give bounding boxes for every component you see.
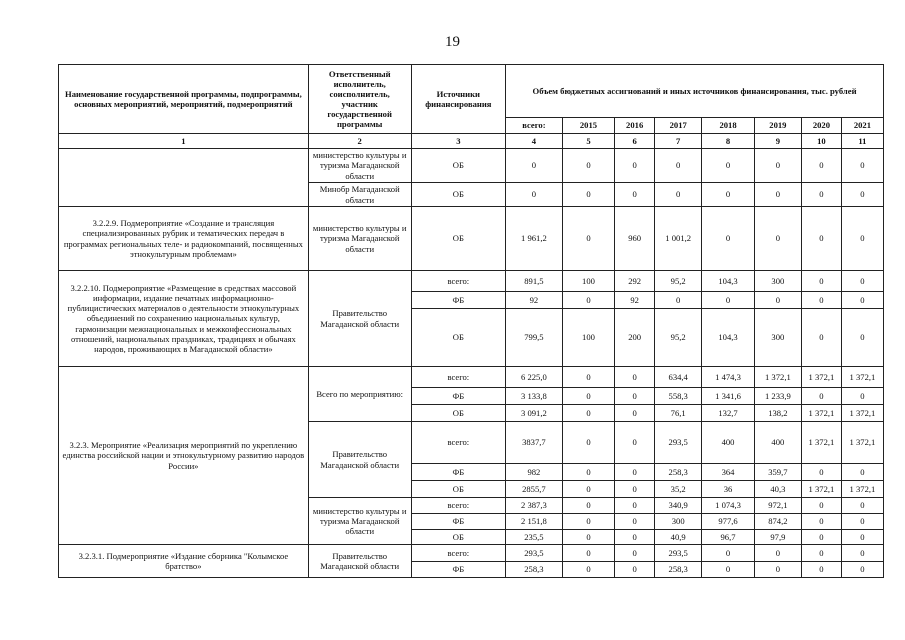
col-number: 9 — [754, 134, 801, 149]
value-cell: 0 — [702, 207, 754, 271]
col-number: 8 — [702, 134, 754, 149]
value-cell: 0 — [801, 545, 841, 562]
header-name: Наименование государственной программы, подпрограммы, основных мероприятий, мероприятий, подмероприятий — [59, 65, 309, 134]
value-cell: 0 — [841, 149, 883, 183]
value-cell: 132,7 — [702, 405, 754, 422]
header-year: 2021 — [841, 118, 883, 134]
value-cell: 6 225,0 — [506, 367, 563, 388]
value-cell: 2 387,3 — [506, 498, 563, 514]
value-cell: 0 — [801, 562, 841, 578]
value-cell: 0 — [562, 498, 614, 514]
value-cell: 0 — [841, 514, 883, 530]
value-cell: 0 — [615, 183, 655, 207]
value-cell: 0 — [801, 464, 841, 481]
value-cell: 258,3 — [506, 562, 563, 578]
value-cell: 0 — [562, 183, 614, 207]
value-cell: 3 133,8 — [506, 388, 563, 405]
value-cell: 960 — [615, 207, 655, 271]
value-cell: 0 — [562, 207, 614, 271]
value-cell: 0 — [754, 562, 801, 578]
value-cell: 104,3 — [702, 271, 754, 292]
value-cell: 0 — [615, 464, 655, 481]
budget-table — [58, 64, 884, 578]
value-cell: 0 — [754, 545, 801, 562]
value-cell: 3837,7 — [506, 422, 563, 464]
value-cell: 0 — [702, 292, 754, 309]
col-number: 7 — [655, 134, 702, 149]
source-cell: ФБ — [411, 514, 505, 530]
value-cell: 0 — [754, 149, 801, 183]
table-row — [59, 149, 884, 183]
value-cell: 0 — [615, 422, 655, 464]
value-cell: 95,2 — [655, 309, 702, 367]
item-name: 3.2.3.1. Подмероприятие «Издание сборника "Колымское братство» — [59, 545, 309, 578]
value-cell: 0 — [841, 388, 883, 405]
value-cell: 0 — [562, 562, 614, 578]
value-cell: 100 — [562, 309, 614, 367]
value-cell: 104,3 — [702, 309, 754, 367]
value-cell: 0 — [615, 530, 655, 545]
col-number: 1 — [59, 134, 309, 149]
value-cell: 293,5 — [506, 545, 563, 562]
value-cell: 0 — [615, 388, 655, 405]
value-cell: 0 — [615, 498, 655, 514]
source-cell: ОБ — [411, 183, 505, 207]
header-year: 2019 — [754, 118, 801, 134]
value-cell: 36 — [702, 481, 754, 498]
value-cell: 138,2 — [754, 405, 801, 422]
source-cell: ОБ — [411, 530, 505, 545]
value-cell: 2 151,8 — [506, 514, 563, 530]
value-cell: 1 372,1 — [841, 481, 883, 498]
value-cell: 0 — [506, 149, 563, 183]
value-cell: 292 — [615, 271, 655, 292]
value-cell: 0 — [655, 183, 702, 207]
col-number: 11 — [841, 134, 883, 149]
value-cell: 0 — [615, 545, 655, 562]
value-cell: 1 372,1 — [841, 405, 883, 422]
value-cell: 799,5 — [506, 309, 563, 367]
value-cell: 359,7 — [754, 464, 801, 481]
value-cell: 235,5 — [506, 530, 563, 545]
value-cell: 0 — [562, 367, 614, 388]
source-cell: ОБ — [411, 207, 505, 271]
value-cell: 0 — [615, 562, 655, 578]
value-cell: 0 — [562, 481, 614, 498]
value-cell: 400 — [754, 422, 801, 464]
value-cell: 97,9 — [754, 530, 801, 545]
value-cell: 258,3 — [655, 562, 702, 578]
value-cell: 100 — [562, 271, 614, 292]
value-cell: 874,2 — [754, 514, 801, 530]
value-cell: 0 — [841, 562, 883, 578]
source-cell: всего: — [411, 367, 505, 388]
value-cell: 0 — [841, 464, 883, 481]
responsible-cell: Минобр Магаданской области — [308, 183, 411, 207]
value-cell: 3 091,2 — [506, 405, 563, 422]
value-cell: 0 — [562, 514, 614, 530]
value-cell: 0 — [841, 545, 883, 562]
value-cell: 0 — [562, 545, 614, 562]
col-number: 3 — [411, 134, 505, 149]
value-cell: 0 — [615, 149, 655, 183]
value-cell: 40,9 — [655, 530, 702, 545]
value-cell: 0 — [801, 309, 841, 367]
value-cell: 0 — [562, 388, 614, 405]
value-cell: 0 — [801, 271, 841, 292]
table-row — [59, 271, 884, 292]
value-cell: 0 — [801, 149, 841, 183]
header-year: всего: — [506, 118, 563, 134]
value-cell: 0 — [801, 530, 841, 545]
col-number: 2 — [308, 134, 411, 149]
value-cell: 0 — [562, 422, 614, 464]
source-cell: всего: — [411, 545, 505, 562]
value-cell: 0 — [655, 149, 702, 183]
table-row — [59, 367, 884, 388]
value-cell: 1 372,1 — [801, 422, 841, 464]
value-cell: 977,6 — [702, 514, 754, 530]
source-cell: ОБ — [411, 149, 505, 183]
source-cell: ФБ — [411, 292, 505, 309]
header-volume: Объем бюджетных ассигнований и иных источников финансирования, тыс. рублей — [506, 65, 884, 118]
value-cell: 0 — [655, 292, 702, 309]
header-year: 2015 — [562, 118, 614, 134]
responsible-cell: Правительство Магаданской области — [308, 271, 411, 367]
value-cell: 0 — [615, 481, 655, 498]
value-cell: 0 — [801, 498, 841, 514]
value-cell: 0 — [841, 498, 883, 514]
source-cell: всего: — [411, 498, 505, 514]
value-cell: 1 372,1 — [754, 367, 801, 388]
value-cell: 982 — [506, 464, 563, 481]
source-cell: ФБ — [411, 562, 505, 578]
responsible-cell: министерство культуры и туризма Магаданской области — [308, 149, 411, 183]
value-cell: 0 — [702, 183, 754, 207]
source-cell: ОБ — [411, 481, 505, 498]
value-cell: 0 — [841, 530, 883, 545]
header-responsible: Ответственный исполнитель, соисполнитель, участник государственной программы — [308, 65, 411, 134]
value-cell: 0 — [702, 149, 754, 183]
source-cell: ОБ — [411, 405, 505, 422]
value-cell: 0 — [754, 207, 801, 271]
value-cell: 35,2 — [655, 481, 702, 498]
value-cell: 1 372,1 — [801, 481, 841, 498]
value-cell: 76,1 — [655, 405, 702, 422]
value-cell: 95,2 — [655, 271, 702, 292]
value-cell: 300 — [655, 514, 702, 530]
source-cell: всего: — [411, 422, 505, 464]
value-cell: 0 — [562, 405, 614, 422]
value-cell: 1 372,1 — [841, 367, 883, 388]
value-cell: 634,4 — [655, 367, 702, 388]
value-cell: 2855,7 — [506, 481, 563, 498]
value-cell: 0 — [841, 271, 883, 292]
value-cell: 258,3 — [655, 464, 702, 481]
value-cell: 1 372,1 — [801, 367, 841, 388]
source-cell: ФБ — [411, 464, 505, 481]
value-cell: 92 — [615, 292, 655, 309]
value-cell: 558,3 — [655, 388, 702, 405]
item-name: 3.2.2.10. Подмероприятие «Размещение в средствах массовой информации, издание печатных информационно-публицистических материалов о деятельности этнокультурных объединений по сохранению национальных культур, гармонизации межнациональных и межконфессиональных отношений, национальных праздниках, традициях и обычаях народов, проживающих в Магаданской области» — [59, 271, 309, 367]
source-cell: ОБ — [411, 309, 505, 367]
value-cell: 1 001,2 — [655, 207, 702, 271]
value-cell: 0 — [702, 562, 754, 578]
value-cell: 1 233,9 — [754, 388, 801, 405]
value-cell: 364 — [702, 464, 754, 481]
value-cell: 0 — [841, 309, 883, 367]
table-row — [59, 545, 884, 562]
value-cell: 0 — [754, 183, 801, 207]
value-cell: 0 — [562, 292, 614, 309]
responsible-cell: Правительство Магаданской области — [308, 545, 411, 578]
item-name — [59, 149, 309, 207]
value-cell: 40,3 — [754, 481, 801, 498]
table-row — [59, 207, 884, 271]
value-cell: 0 — [615, 514, 655, 530]
value-cell: 0 — [615, 405, 655, 422]
value-cell: 200 — [615, 309, 655, 367]
responsible-cell: Правительство Магаданской области — [308, 422, 411, 498]
col-number: 10 — [801, 134, 841, 149]
page-number: 19 — [445, 34, 460, 50]
source-cell: всего: — [411, 271, 505, 292]
source-cell: ФБ — [411, 388, 505, 405]
responsible-cell: министерство культуры и туризма Магаданской области — [308, 498, 411, 545]
responsible-cell: министерство культуры и туризма Магаданской области — [308, 207, 411, 271]
value-cell: 0 — [801, 292, 841, 309]
value-cell: 0 — [841, 292, 883, 309]
responsible-cell: Всего по мероприятию: — [308, 367, 411, 422]
value-cell: 0 — [562, 464, 614, 481]
item-name: 3.2.2.9. Подмероприятие «Создание и трансляция специализированных рубрик и тематических передач в программах региональных теле- и радиокомпаний, посвященных этнокультурным проблемам» — [59, 207, 309, 271]
value-cell: 0 — [801, 514, 841, 530]
item-name: 3.2.3. Мероприятие «Реализация мероприятий по укреплению единства российской нации и этнокультурному развитию народов России» — [59, 367, 309, 545]
value-cell: 891,5 — [506, 271, 563, 292]
col-number: 5 — [562, 134, 614, 149]
value-cell: 1 372,1 — [841, 422, 883, 464]
value-cell: 1 474,3 — [702, 367, 754, 388]
header-year: 2018 — [702, 118, 754, 134]
value-cell: 1 372,1 — [801, 405, 841, 422]
col-number: 6 — [615, 134, 655, 149]
value-cell: 1 074,3 — [702, 498, 754, 514]
value-cell: 0 — [841, 183, 883, 207]
value-cell: 0 — [506, 183, 563, 207]
value-cell: 0 — [801, 388, 841, 405]
value-cell: 293,5 — [655, 545, 702, 562]
value-cell: 0 — [801, 183, 841, 207]
value-cell: 96,7 — [702, 530, 754, 545]
value-cell: 0 — [562, 149, 614, 183]
value-cell: 92 — [506, 292, 563, 309]
header-sources: Источники финансирования — [411, 65, 505, 134]
value-cell: 0 — [562, 530, 614, 545]
value-cell: 1 961,2 — [506, 207, 563, 271]
value-cell: 300 — [754, 271, 801, 292]
value-cell: 0 — [702, 545, 754, 562]
value-cell: 0 — [801, 207, 841, 271]
value-cell: 1 341,6 — [702, 388, 754, 405]
value-cell: 300 — [754, 309, 801, 367]
value-cell: 400 — [702, 422, 754, 464]
header-year: 2016 — [615, 118, 655, 134]
value-cell: 0 — [615, 367, 655, 388]
value-cell: 0 — [754, 292, 801, 309]
value-cell: 0 — [841, 207, 883, 271]
header-year: 2020 — [801, 118, 841, 134]
col-number: 4 — [506, 134, 563, 149]
value-cell: 293,5 — [655, 422, 702, 464]
header-year: 2017 — [655, 118, 702, 134]
value-cell: 972,1 — [754, 498, 801, 514]
value-cell: 340,9 — [655, 498, 702, 514]
